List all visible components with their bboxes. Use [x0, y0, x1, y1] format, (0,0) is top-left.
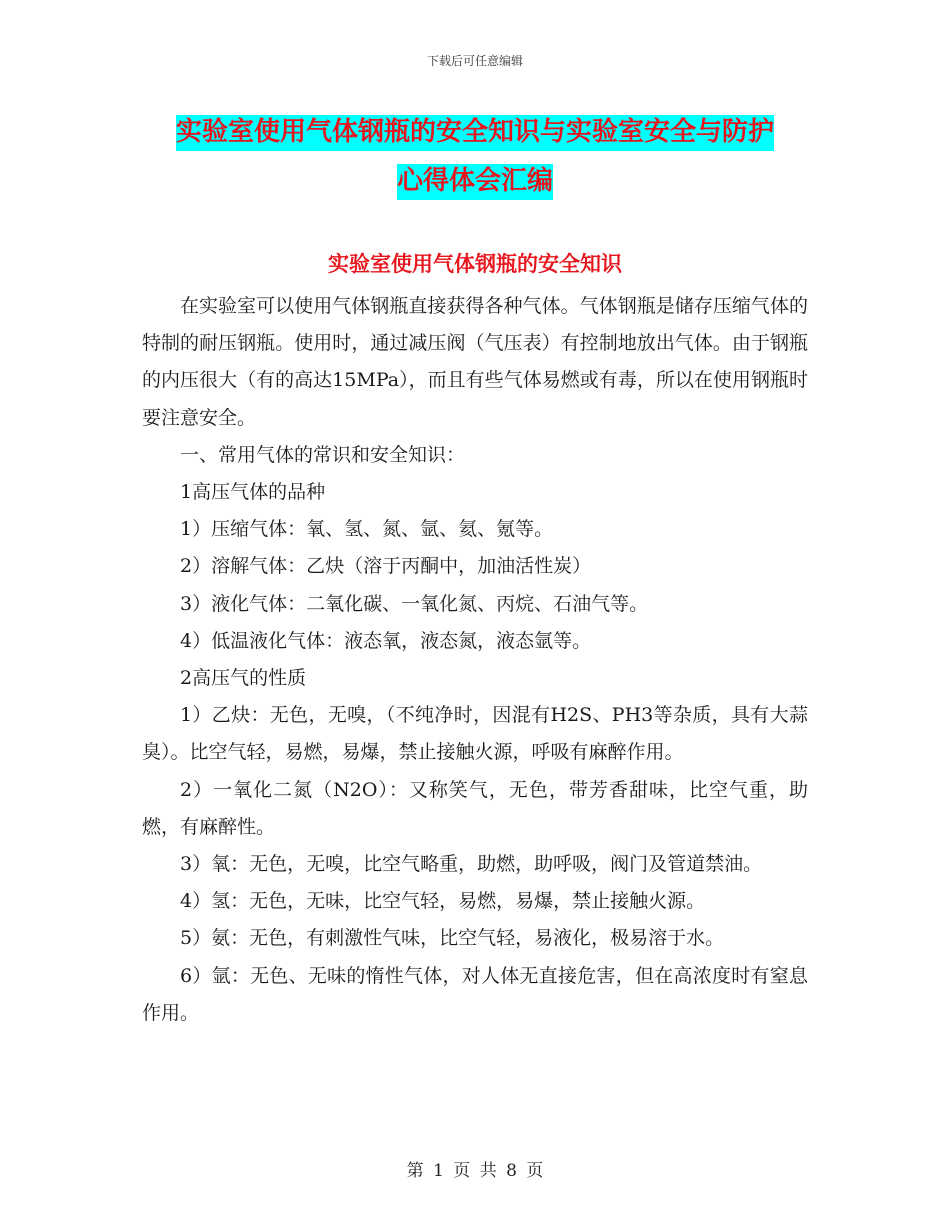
section-title: 实验室使用气体钢瓶的安全知识: [328, 252, 622, 276]
paragraph-hydrogen: 4）氢：无色，无味，比空气轻，易燃，易爆，禁止接触火源。: [180, 890, 706, 913]
paragraph-intro: 在实验室可以使用气体钢瓶直接获得各种气体。气体钢瓶是储存压缩气体的特制的耐压钢瓶。使用时，通过减压阀（气压表）有控制地放出气体。由于钢瓶的内压很大（有的高达15MPa），而且有些气体易燃或有毒，所以在使用钢瓶时要注意安全。: [142, 295, 808, 429]
paragraph-dissolved-gas: 2）溶解气体：乙炔（溶于丙酮中，加油活性炭）: [180, 555, 592, 578]
paragraph-nitrous-oxide: 2）一氧化二氮（N2O）：又称笑气，无色，带芳香甜味，比空气重，助燃，有麻醉性。: [142, 778, 808, 838]
paragraph-oxygen: 3）氧：无色，无嗅，比空气略重，助燃，助呼吸，阀门及管道禁油。: [180, 853, 763, 876]
paragraph-heading-common-gases: 一、常用气体的常识和安全知识：: [180, 443, 466, 466]
document-title: [100, 108, 850, 206]
document-title-line-2: 心得体会汇编: [397, 164, 553, 200]
page-header: 下载后可任意编辑: [426, 54, 523, 68]
page-footer: 第 1 页 共 8 页: [406, 1161, 544, 1181]
paragraph-subheading-gas-properties: 2高压气的性质: [180, 667, 307, 690]
paragraph-cryogenic-gas: 4）低温液化气体：液态氧，液态氮，液态氩等。: [180, 629, 592, 652]
paragraph-compressed-gas: 1）压缩气体：氧、氢、氮、氩、氦、氪等。: [180, 518, 554, 541]
paragraph-acetylene: 1）乙炔：无色，无嗅，（不纯净时，因混有H2S、PH3等杂质，具有大蒜臭）。比空气轻，易燃，易爆，禁止接触火源，呼吸有麻醉作用。: [142, 704, 808, 764]
document-title-line-1: 实验室使用气体钢瓶的安全知识与实验室安全与防护: [176, 115, 774, 151]
paragraph-argon: 6）氩：无色、无味的惰性气体，对人体无直接危害，但在高浓度时有窒息作用。: [142, 964, 808, 1024]
paragraph-subheading-gas-types: 1高压气体的品种: [180, 481, 326, 504]
paragraph-liquefied-gas: 3）液化气体：二氧化碳、一氧化氮、丙烷、石油气等。: [180, 592, 649, 615]
paragraph-ammonia: 5）氨：无色，有刺激性气味，比空气轻，易液化，极易溶于水。: [180, 927, 725, 950]
body-text: [142, 288, 808, 1032]
